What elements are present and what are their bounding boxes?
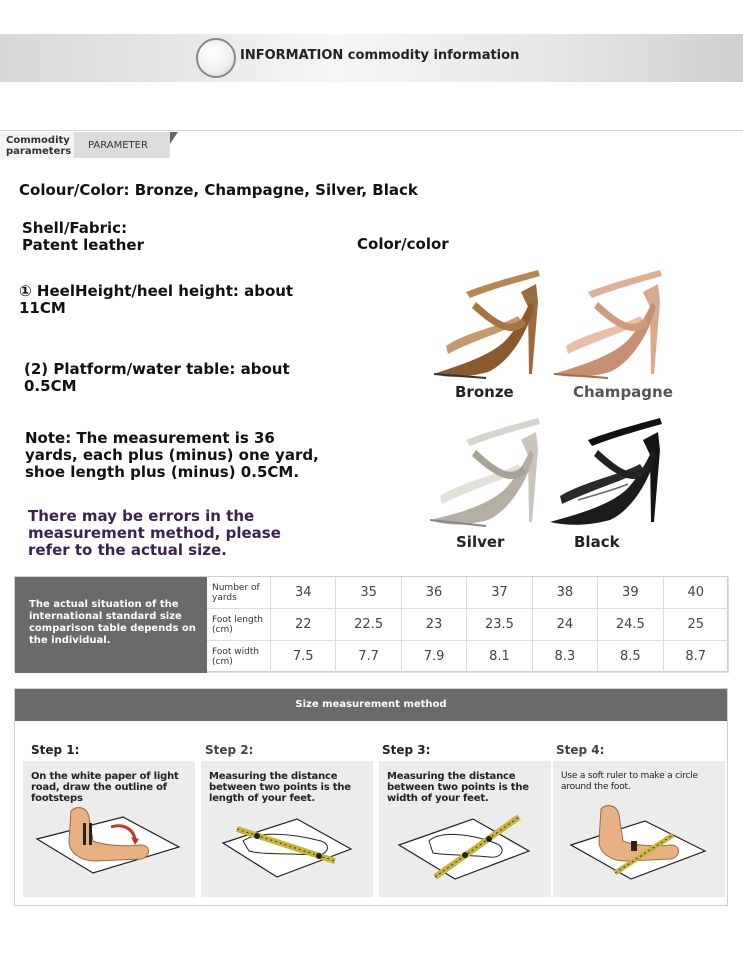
table-cell: 8.3: [533, 641, 598, 673]
measurement-note: Note: The measurement is 36 yards, each plus (minus) one yard, shoe length plus (minus) 0.5CM.: [25, 429, 319, 481]
step-2-title: Step 2:: [205, 743, 254, 757]
table-cell: 22: [271, 609, 336, 641]
param-tab-left: [0, 132, 74, 158]
table-row: [207, 577, 729, 609]
step-4-title: Step 4:: [556, 743, 605, 757]
param-tab-left-label: Commodity parameters: [6, 135, 72, 157]
color-label-black: Black: [574, 533, 620, 551]
table-cell: 25: [664, 609, 729, 641]
color-label-silver: Silver: [456, 533, 505, 551]
shoe-champagne-image: [548, 262, 678, 382]
table-cell: 8.7: [664, 641, 729, 673]
size-measurement-section: [14, 688, 728, 906]
divider: [0, 130, 743, 131]
fabric-value: Patent leather: [22, 236, 144, 254]
table-cell: 8.5: [598, 641, 663, 673]
table-row: [207, 641, 729, 673]
banner-circle-icon: [196, 38, 236, 78]
color-label-bronze: Bronze: [455, 383, 514, 401]
row-header: Foot length (cm): [207, 609, 271, 641]
tab-corner-icon: [170, 132, 178, 144]
table-cell: 7.7: [336, 641, 401, 673]
table-cell: 23.5: [467, 609, 532, 641]
table-row: [207, 609, 729, 641]
row-header: Number of yards: [207, 577, 271, 609]
table-cell: 23: [402, 609, 467, 641]
color-spec: Colour/Color: Bronze, Champagne, Silver, Black: [19, 181, 418, 199]
table-cell: 39: [598, 577, 663, 609]
table-cell: 40: [664, 577, 729, 609]
shoe-bronze-image: [426, 262, 556, 382]
table-cell: 7.5: [271, 641, 336, 673]
info-banner: [0, 34, 743, 82]
step-1-title: Step 1:: [31, 743, 80, 757]
color-label-champagne: Champagne: [573, 383, 673, 401]
table-cell: 35: [336, 577, 401, 609]
table-cell: 24: [533, 609, 598, 641]
color-heading: Color/color: [357, 235, 449, 253]
banner-title: INFORMATION commodity information: [240, 48, 520, 63]
size-comparison-table: [14, 576, 728, 672]
shoe-black-image: [548, 410, 678, 530]
measurement-title: Size measurement method: [15, 689, 727, 721]
table-cell: 36: [402, 577, 467, 609]
step-2-panel: [201, 761, 373, 897]
table-cell: 34: [271, 577, 336, 609]
step-1-desc: On the white paper of light road, draw the outline of footsteps: [31, 771, 179, 804]
shoe-silver-image: [426, 410, 556, 530]
step-3-desc: Measuring the distance between two points is the width of your feet.: [387, 771, 529, 804]
table-cell: 37: [467, 577, 532, 609]
table-cell: 22.5: [336, 609, 401, 641]
fabric-label: Shell/Fabric:: [22, 219, 128, 237]
table-cell: 8.1: [467, 641, 532, 673]
step-2-desc: Measuring the distance between two points is the length of your feet.: [209, 771, 351, 804]
row-header: Foot width (cm): [207, 641, 271, 673]
error-note: There may be errors in the measurement method, please refer to the actual size.: [28, 507, 281, 559]
step-4-desc: Use a soft ruler to make a circle around the foot.: [561, 771, 698, 792]
step-3-title: Step 3:: [382, 743, 431, 757]
table-cell: 38: [533, 577, 598, 609]
param-tab-right-label: PARAMETER: [74, 132, 170, 158]
step-3-panel: [379, 761, 551, 897]
table-cell: 7.9: [402, 641, 467, 673]
table-cell: 24.5: [598, 609, 663, 641]
parameter-tab: [0, 132, 176, 158]
platform-spec: (2) Platform/water table: about 0.5CM: [24, 360, 290, 395]
step-1-panel: [23, 761, 195, 897]
step-4-panel: [553, 761, 725, 897]
heel-height-spec: ① HeelHeight/heel height: about 11CM: [19, 282, 294, 317]
size-table-note: The actual situation of the international standard size comparison table depends on the individual.: [15, 577, 207, 673]
